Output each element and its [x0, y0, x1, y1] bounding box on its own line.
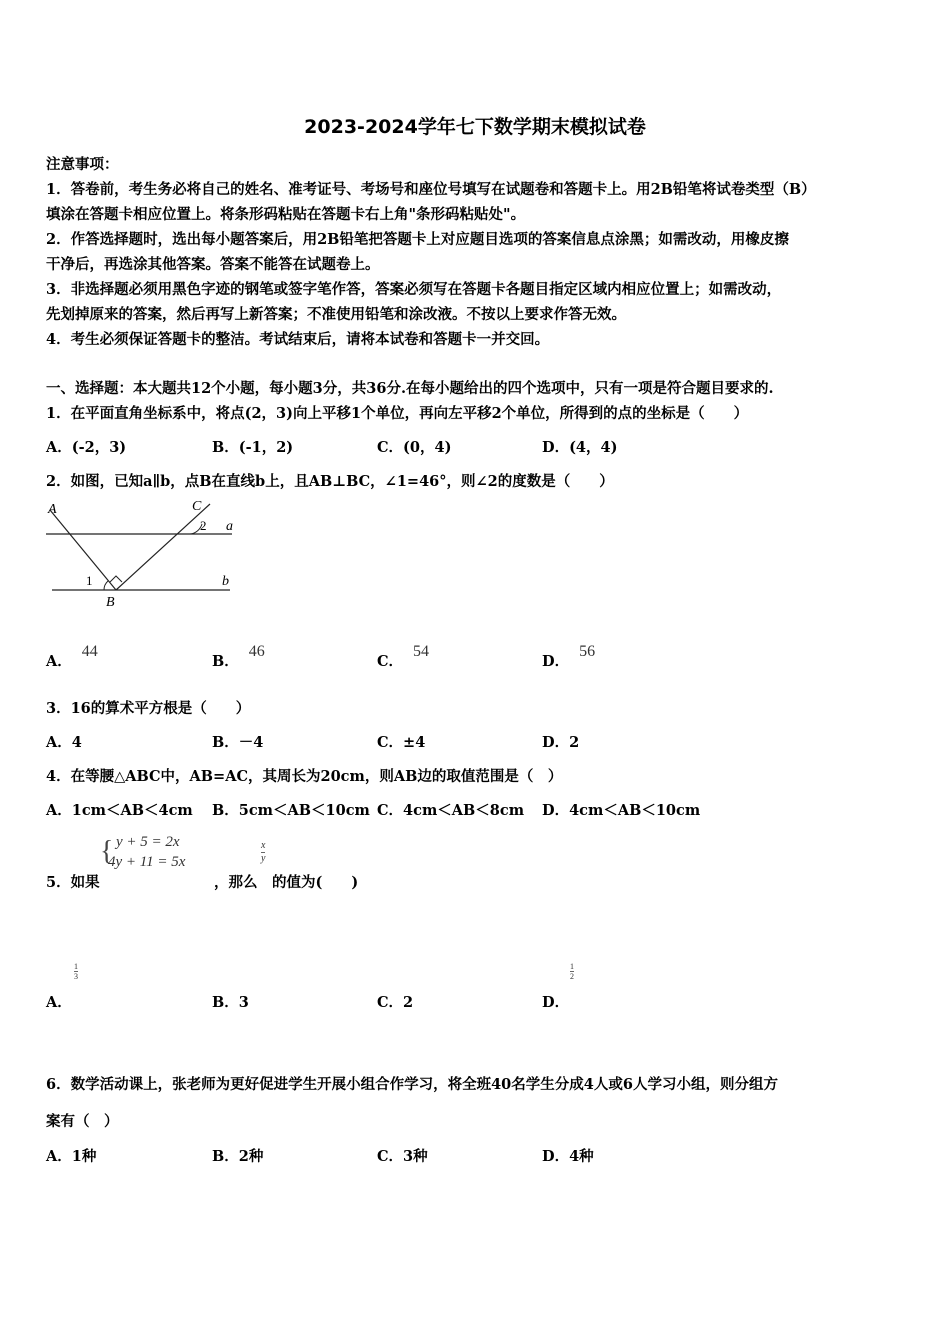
question-5-mid: ，那么 [214, 874, 258, 891]
notice-line: 4．考生必须保证答题卡的整洁。考试结束后，请将本试卷和答题卡一并交回。 [46, 331, 550, 348]
fraction-x-over-y [261, 840, 265, 865]
option-value: 46 [248, 643, 265, 660]
question-5-pre: 5．如果 [46, 874, 100, 891]
question-4-option-b[interactable]: B．5cm＜AB＜10cm [212, 802, 370, 819]
question-1-option-c[interactable]: C．(0，4) [377, 439, 452, 456]
fraction-numerator: x [261, 840, 266, 851]
question-1-option-a[interactable]: A．(-2，3) [46, 439, 127, 456]
page-title: 2023-2024学年七下数学期末模拟试卷 [304, 116, 646, 138]
question-1-stem: 1．在平面直角坐标系中，将点(2，3)向上平移1个单位，再向左平移2个单位，所得到的点的坐标是（ ） [46, 405, 749, 422]
question-5-post: 的值为( ) [272, 874, 359, 891]
notice-line: 3．非选择题必须用黑色字迹的钢笔或签字笔作答，答案必须写在答题卡各题目指定区域内相应位置上；如需改动， [46, 281, 782, 298]
question-2-stem: 2．如图，已知a∥b，点B在直线b上，且AB⊥BC，∠1=46°，则∠2的度数是（ ） [46, 473, 614, 490]
system-equation-1: y + 5 = 2x [116, 834, 180, 850]
question-6-stem-line-1: 6．数学活动课上，张老师为更好促进学生开展小组合作学习，将全班40名学生分成4人或6人学习小组，则分组方 [46, 1076, 778, 1093]
figure-label-line-b: b [222, 574, 229, 589]
notice-line: 填涂在答题卡相应位置上。将条形码粘贴在答题卡右上角"条形码粘贴处"。 [46, 206, 526, 223]
question-5-option-b[interactable]: B．3 [212, 994, 249, 1011]
fraction-numerator: 1 [570, 962, 574, 971]
question-4-option-c[interactable]: C．4cm＜AB＜8cm [377, 802, 525, 819]
fraction-denominator: y [261, 853, 266, 864]
option-letter: A． [46, 994, 72, 1011]
question-3-option-d[interactable]: D．2 [542, 734, 580, 751]
option-value: 54 [413, 643, 430, 660]
question-6-option-b[interactable]: B．2种 [212, 1148, 264, 1165]
notice-line: 1．答卷前，考生务必将自己的姓名、准考证号、考场号和座位号填写在试题卷和答题卡上。用2B铅笔将试卷类型（B） [46, 181, 816, 198]
question-6-option-d[interactable]: D．4种 [542, 1148, 594, 1165]
notice-line: 2．作答选择题时，选出每小题答案后，用2B铅笔把答题卡上对应题目选项的答案信息点涂黑；如需改动，用橡皮擦 [46, 231, 789, 248]
fraction-denominator: 3 [74, 972, 78, 981]
question-2-option-d[interactable] [542, 643, 596, 671]
question-6-stem-line-2: 案有（ ） [46, 1113, 119, 1130]
option-d-fraction [570, 962, 574, 981]
figure-label-angle-2: 2 [200, 518, 207, 533]
question-2-option-a[interactable] [46, 643, 98, 671]
question-2-figure [40, 496, 240, 608]
notice-heading: 注意事项： [46, 156, 119, 173]
question-6-option-c[interactable]: C．3种 [377, 1148, 428, 1165]
question-1-option-d[interactable]: D．(4，4) [542, 439, 618, 456]
option-letter: A． [46, 653, 72, 670]
question-5-option-c[interactable]: C．2 [377, 994, 414, 1011]
figure-label-line-a: a [226, 519, 233, 534]
system-brace: { [100, 836, 114, 867]
question-5-option-d[interactable] [542, 991, 569, 1012]
question-4-stem: 4．在等腰△ABC中，AB=AC，其周长为20cm，则AB边的取值范围是（ ） [46, 768, 563, 785]
option-letter: B． [212, 653, 239, 670]
option-letter: D． [542, 994, 570, 1011]
fraction-numerator: 1 [74, 962, 78, 971]
question-3-option-a[interactable]: A．4 [46, 734, 82, 751]
figure-label-b-point: B [106, 595, 115, 608]
option-a-fraction [74, 962, 78, 981]
question-1-option-b[interactable]: B．(-1，2) [212, 439, 294, 456]
figure-label-c-point: C [192, 499, 202, 514]
notice-line: 干净后，再选涂其他答案。答案不能答在试题卷上。 [46, 256, 380, 273]
option-letter: D． [542, 653, 570, 670]
option-value: 56 [579, 643, 596, 660]
fraction-denominator: 2 [570, 972, 574, 981]
system-equation-2: 4y + 11 = 5x [108, 854, 186, 870]
option-value: 44 [81, 643, 98, 660]
option-letter: C． [377, 653, 404, 670]
figure-label-angle-1: 1 [86, 573, 93, 588]
question-3-option-c[interactable]: C．±4 [377, 734, 426, 751]
question-6-option-a[interactable]: A．1种 [46, 1148, 97, 1165]
section-heading: 一、选择题：本大题共12个小题，每小题3分，共36分.在每小题给出的四个选项中，只有一项是符合题目要求的. [46, 380, 774, 397]
question-4-option-a[interactable]: A．1cm＜AB＜4cm [46, 802, 193, 819]
question-3-stem: 3．16的算术平方根是（ ） [46, 700, 251, 717]
figure-label-a-point: A [48, 502, 57, 517]
question-4-option-d[interactable]: D．4cm＜AB＜10cm [542, 802, 701, 819]
question-3-option-b[interactable]: B．－4 [212, 734, 264, 751]
notice-line: 先划掉原来的答案，然后再写上新答案；不准使用铅笔和涂改液。不按以上要求作答无效。 [46, 306, 626, 323]
question-5-option-a[interactable] [46, 991, 72, 1012]
question-2-option-c[interactable] [377, 643, 430, 671]
question-2-option-b[interactable] [212, 643, 265, 671]
